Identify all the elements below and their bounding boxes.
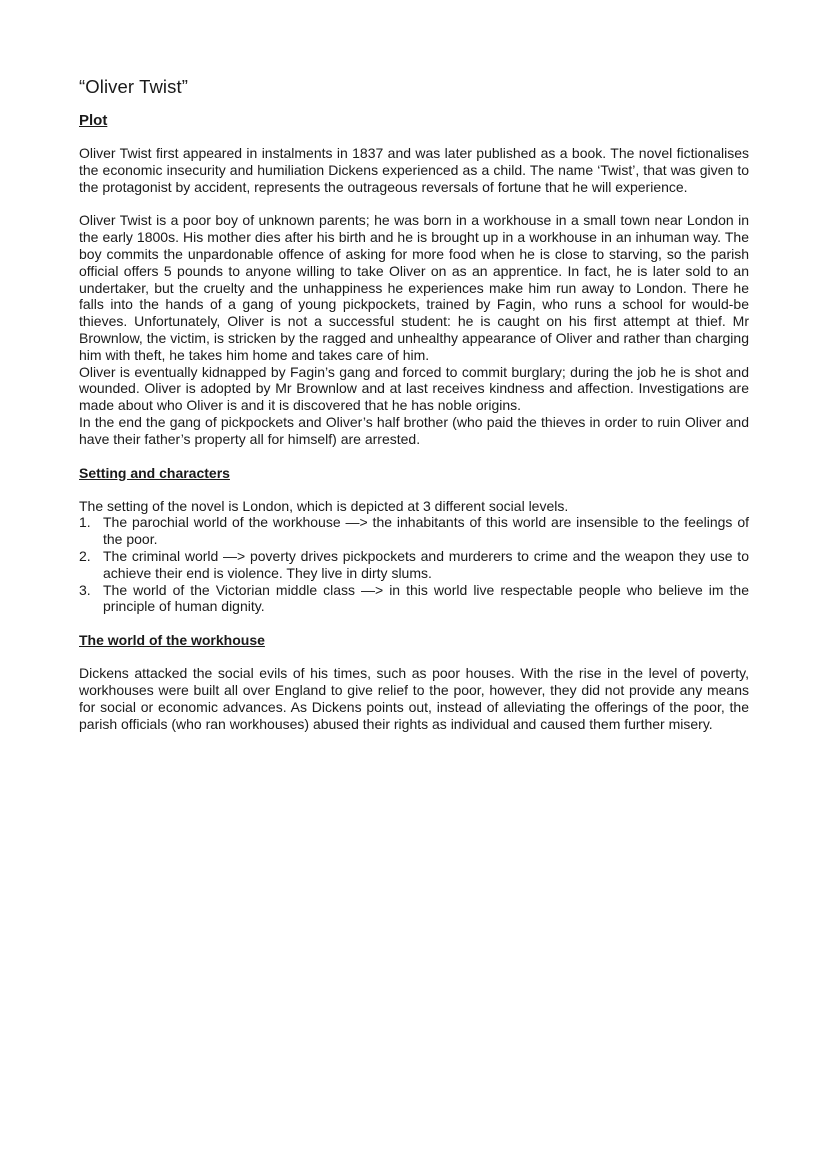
plot-heading: Plot [79,112,108,129]
social-levels-list [79,514,749,615]
list-item-text: The world of the Victorian middle class —> in this world live respectable people who believe im the principle of human dignity. [103,581,749,615]
document-title: “Oliver Twist” [79,76,188,97]
plot-paragraph-3: Oliver is eventually kidnapped by Fagin’s gang and forced to commit burglary; during the job he is shot and wounded. Oliver is adopted by Mr Brownlow and at last receives kindness and affection. Investigations are made about who Oliver is and it is discovered that he has noble origins. [79,363,749,414]
setting-intro: The setting of the novel is London, which is depicted at 3 different social levels. [79,497,569,514]
list-item [79,514,749,548]
document-page [79,76,749,732]
list-number: 1. [79,514,91,531]
workhouse-paragraph: Dickens attacked the social evils of his times, such as poor houses. With the rise in the level of poverty, workhouses were built all over England to give relief to the poor, however, they did not provide any means for social or economic advances. As Dickens points out, instead of alleviating the offerings of the poor, the parish officials (who ran workhouses) abused their rights as individual and caused them further misery. [79,665,749,732]
list-number: 3. [79,581,91,598]
list-item-text: The criminal world —> poverty drives pickpockets and murderers to crime and the weapon they use to achieve their end is violence. They live in dirty slums. [103,547,749,581]
setting-heading: Setting and characters [79,464,230,481]
list-item [79,582,749,616]
list-item-text: The parochial world of the workhouse —> the inhabitants of this world are insensible to the feelings of the poor. [103,514,749,548]
list-item [79,548,749,582]
plot-paragraph-2: Oliver Twist is a poor boy of unknown parents; he was born in a workhouse in a small town near London in the early 1800s. His mother dies after his birth and he is brought up in a workhouse in an inhuman way. The boy commits the unpardonable offence of asking for more food when he is close to starving, so the parish official offers 5 pounds to anyone willing to take Oliver on as an apprentice. In fact, he is later sold to an undertaker, but the cruelty and the unhappiness he experiences make him run away to London. There he falls into the hands of a gang of young pickpockets, trained by Fagin, who runs a school for would-be thieves. Unfortunately, Oliver is not a successful student: he is caught on his first attempt at thief. Mr Brownlow, the victim, is stricken by the ragged and unhealthy appearance of Oliver and rather than charging him with theft, he takes him home and takes care of him. [79,212,749,363]
plot-paragraph-4: In the end the gang of pickpockets and Oliver’s half brother (who paid the thieves in order to ruin Oliver and have their father’s property all for himself) are arrested. [79,413,749,447]
plot-paragraph-1: Oliver Twist first appeared in instalments in 1837 and was later published as a book. The novel fictionalises the economic insecurity and humiliation Dickens experienced as a child. The name ‘Twist’, that was given to the protagonist by accident, represents the outrageous reversals of fortune that he will experience. [79,145,749,195]
workhouse-heading: The world of the workhouse [79,632,265,649]
list-number: 2. [79,547,91,564]
